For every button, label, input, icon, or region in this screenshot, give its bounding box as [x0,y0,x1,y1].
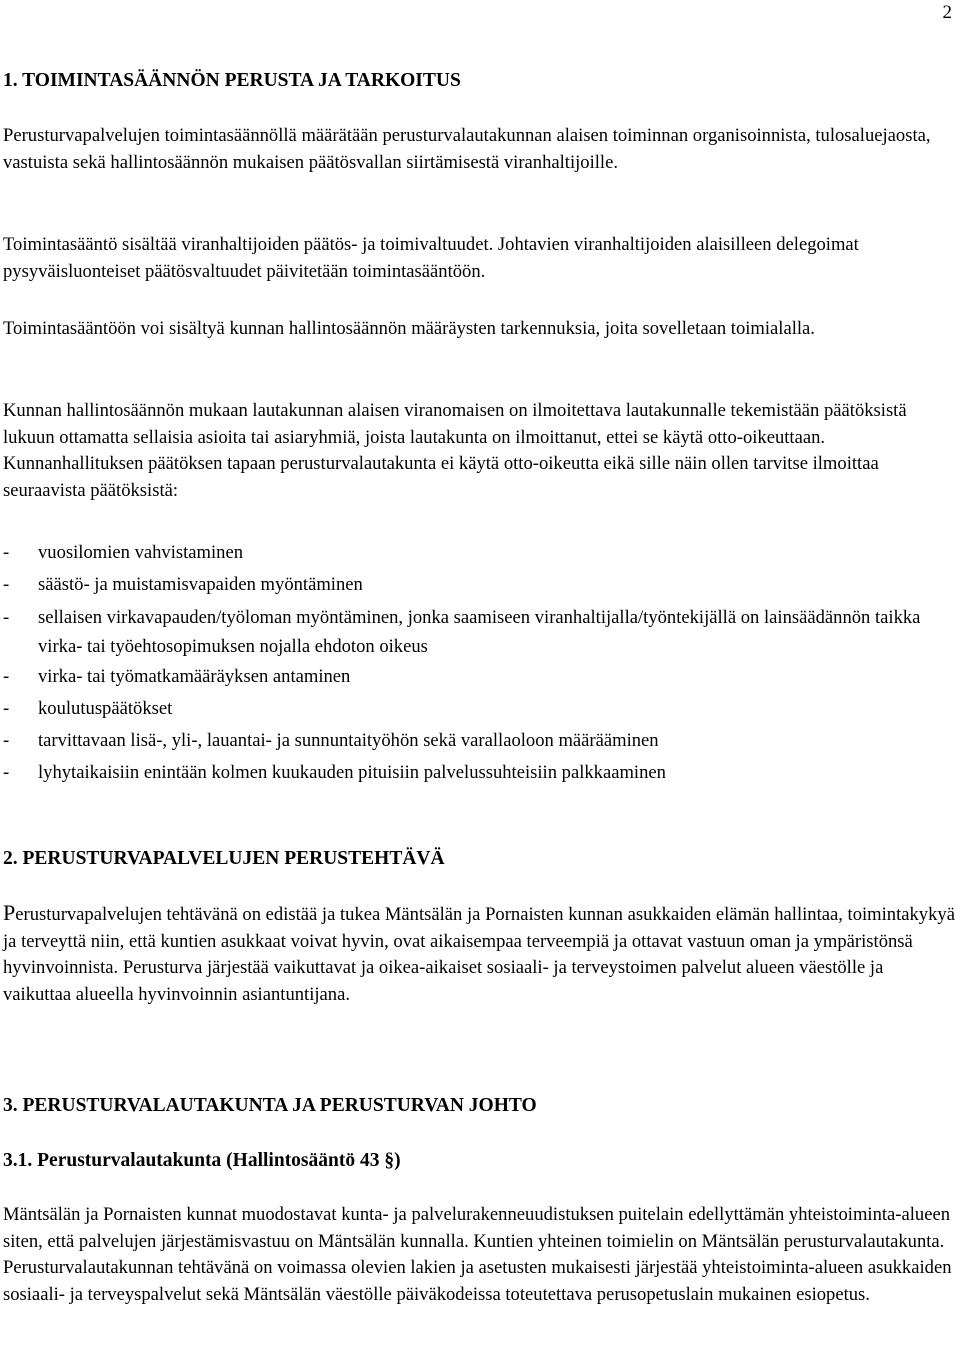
initial-letter: P [3,900,16,925]
dash-marker: - [3,762,10,783]
list-item [3,693,955,725]
list-item [3,757,955,789]
section-1-paragraph-2: Toimintasääntö sisältää viranhaltijoiden päätös- ja toimivaltuudet. Johtavien viranhaltijoiden alaisilleen delegoimat pysyväisluonteiset päätösvaltuudet päivitetään toimintasääntöön. [3,234,859,282]
page-number: 2 [942,2,952,23]
list-item-text: sellaisen virkavapauden/työloman myöntäminen, jonka saamiseen viranhaltijalla/työntekijällä on lainsäädännön taikka virka- tai työehtosopimuksen nojalla ehdoton oikeus [38,607,921,657]
list-item-text: vuosilomien vahvistaminen [38,542,244,563]
section-1-paragraph-3: Toimintasääntöön voi sisältyä kunnan hallintosäännön määräysten tarkennuksia, joita sovelletaan toimialalla. [3,318,815,339]
section-1-paragraph-4: Kunnan hallintosäännön mukaan lautakunnan alaisen viranomaisen on ilmoitettava lautakunnalle tekemistään päätöksistä lukuun ottamatta sellaisia asioita tai asiaryhmiä, joista lautakunta on ilmoittanut, ettei se käytä otto-oikeuttaan. Kunnanhallituksen päätöksen tapaan perusturvalautakunta ei käytä otto-oikeutta eikä sille näin ollen tarvitse ilmoittaa seuraavista päätöksistä: [3,400,907,501]
section-2-heading: 2. PERUSTURVAPALVELUJEN PERUSTEHTÄVÄ [3,848,445,869]
list-item [3,725,955,757]
list-item [3,569,955,601]
section-3-paragraph-1: Mäntsälän ja Pornaisten kunnat muodostavat kunta- ja palvelurakenneuudistuksen puitelain edellyttämän yhteistoiminta-alueen siten, että palvelujen järjestämisvastuu on Mäntsälän kunnalla. Kuntien yhteinen toimielin on Mäntsälän perusturvalautakunta. Perusturvalautakunnan tehtävänä on voimassa olevien lakien ja asetusten mukaisesti järjestää yhteistoiminta-alueen asukkaiden sosiaali- ja terveyspalvelut sekä Mäntsälän väestölle päiväkodeissa toteutettava perusopetuslain mukainen esiopetus. [3,1204,952,1305]
decision-list [3,537,955,789]
dash-marker: - [3,730,10,751]
section-1-heading: 1. TOIMINTASÄÄNNÖN PERUSTA JA TARKOITUS [3,70,461,91]
dash-marker: - [3,698,10,719]
list-item-text: säästö- ja muistamisvapaiden myöntäminen [38,574,363,595]
dash-marker: - [3,666,10,687]
paragraph-text: erusturvapalvelujen tehtävänä on edistää ja tukea Mäntsälän ja Pornaisten kunnan asukkaiden elämän hallintaa, toimintakykyä ja terveyttä niin, että kuntien asukkaat voivat hyvin, ovat aikaisempaa terveempiä ja ottavat vastuun oman ja ympäristönsä hyvinvoinnista. Perusturva järjestää vaikuttavat ja oikea-aikaiset sosiaali- ja terveystoimen palvelut alueen väestölle ja vaikuttaa alueella hyvinvoinnin asiantuntijana. [3,904,955,1005]
section-3-1-heading: 3.1. Perusturvalautakunta (Hallintosääntö 43 §) [3,1150,401,1171]
list-item [3,537,955,569]
list-item [3,603,955,661]
section-1-paragraph-1: Perusturvapalvelujen toimintasäännöllä määrätään perusturvalautakunnan alaisen toiminnan organisoinnista, tulosaluejaosta, vastuista sekä hallintosäännön mukaisen päätösvallan siirtämisestä viranhaltijoille. [3,125,931,173]
list-item-text: tarvittavaan lisä-, yli-, lauantai- ja sunnuntaityöhön sekä varallaoloon määrääminen [38,730,659,751]
section-2-paragraph-1 [3,900,955,1008]
dash-marker: - [3,607,10,628]
list-item [3,661,955,693]
dash-marker: - [3,574,10,595]
list-item-text: koulutuspäätökset [38,698,173,719]
list-item-text: virka- tai työmatkamääräyksen antaminen [38,666,351,687]
section-3-heading: 3. PERUSTURVALAUTAKUNTA JA PERUSTURVAN JOHTO [3,1095,537,1116]
list-item-text: lyhytaikaisiin enintään kolmen kuukauden pituisiin palvelussuhteisiin palkkaaminen [38,762,666,783]
dash-marker: - [3,542,10,563]
